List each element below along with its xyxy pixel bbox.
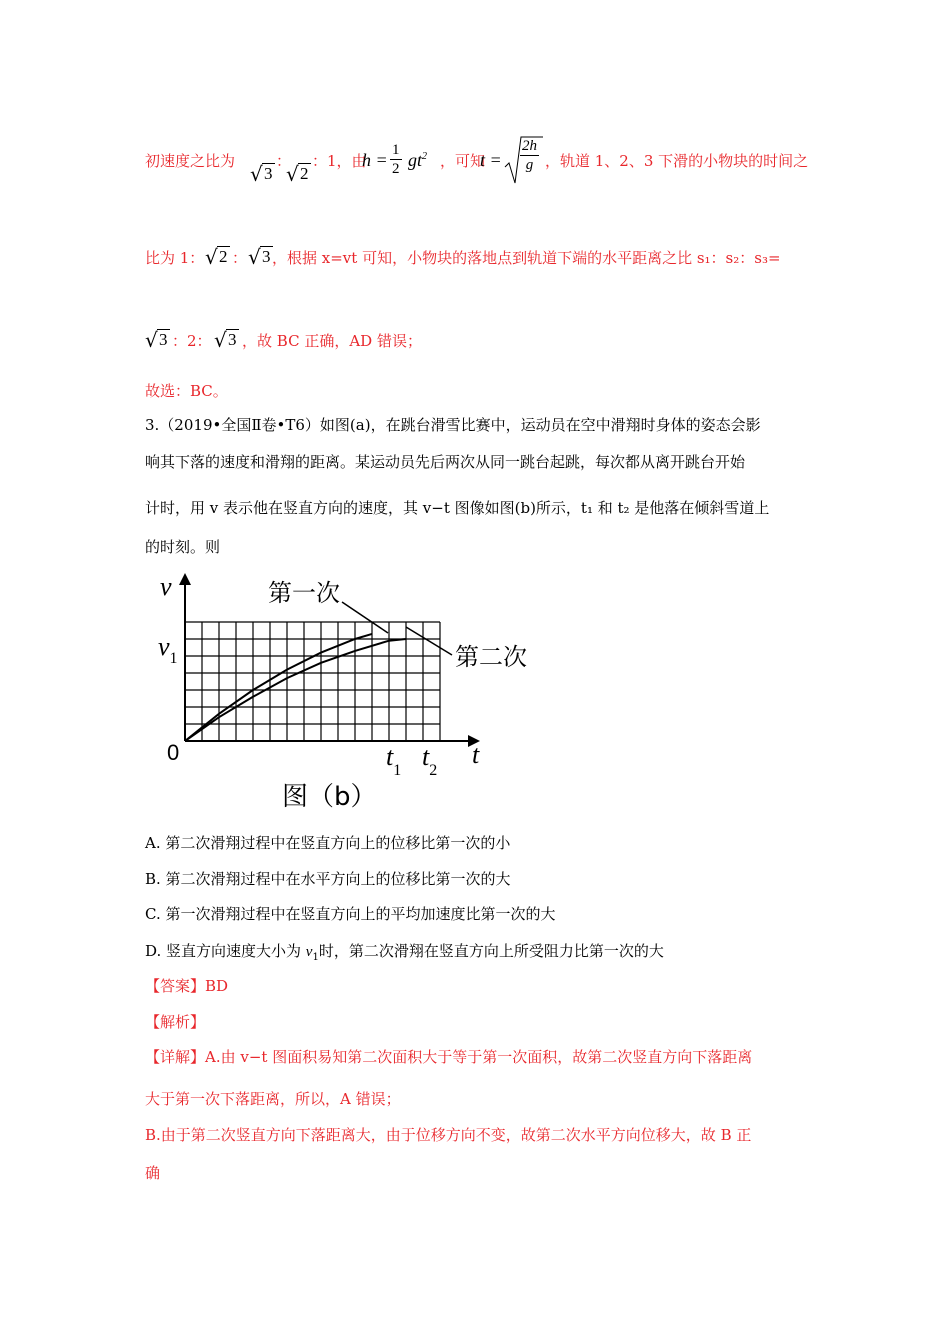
analysis-heading: 【解析】	[145, 1013, 206, 1031]
sqrt2-term	[286, 164, 311, 184]
v1-label: $v_1$	[158, 632, 178, 667]
line3-suffix: ，故 BC 正确，AD 错误；	[242, 332, 422, 350]
line1-colon1: ：	[276, 152, 292, 170]
option-d: D. 竖直方向速度大小为 $v_1$时，第二次滑翔在竖直方向上所受阻力比第一次的大	[145, 942, 664, 963]
line2-prefix: 比为 1：	[145, 249, 205, 267]
option-a: A. 第二次滑翔过程中在竖直方向上的位移比第一次的小	[145, 834, 511, 852]
x-axis-label: t	[472, 740, 480, 769]
t2-label: $t_2$	[422, 742, 438, 779]
line1-prefix: 初速度之比为	[145, 152, 236, 170]
h-equals: h =	[362, 150, 388, 170]
sqrt3-term	[250, 164, 275, 184]
y-axis-label: v	[160, 572, 172, 601]
detail-line-2: 大于第一次下落距离，所以，A 错误；	[145, 1090, 401, 1108]
line2-suffix: ，根据 x=vt 可知，小物块的落地点到轨道下端的水平距离之比 s₁：s₂：s₃=	[272, 249, 781, 267]
final-choice: 故选：BC。	[145, 382, 228, 400]
detail-line-3: B.由于第二次竖直方向下落距离大，由于位移方向不变，故第二次水平方向位移大，故 B 正	[145, 1126, 752, 1144]
question-line-2: 响其下落的速度和滑翔的距离。某运动员先后两次从同一跳台起跳，每次都从离开跳台开始	[145, 453, 746, 471]
label-first: 第一次	[268, 579, 340, 607]
curve-first	[185, 634, 372, 741]
question-line-3: 计时，用 v 表示他在竖直方向的速度，其 v−t 图像如图(b)所示，t₁ 和 t₂ 是他落在倾斜雪道上	[145, 499, 770, 517]
option-b: B. 第二次滑翔过程中在水平方向上的位移比第一次的大	[145, 870, 511, 888]
t1-label: $t_1$	[386, 742, 402, 779]
radical-sqrt2: √ 2	[286, 162, 309, 186]
line2-sqrt3: √ 3	[248, 245, 271, 269]
pointer-first	[342, 602, 388, 633]
radical-sqrt3: √ 3	[250, 162, 273, 186]
y-axis-arrow-icon	[179, 573, 191, 585]
gt-squared: $gt^2$	[408, 150, 428, 170]
t-equals: t =	[480, 150, 502, 170]
line2-colon: ：	[232, 249, 248, 267]
fraction-half: $\frac{1}{2}$	[392, 142, 400, 177]
question-line-1: 3.（2019•全国Ⅱ卷•T6）如图(a)，在跳台滑雪比赛中，运动员在空中滑翔时身体的姿态会影	[145, 416, 761, 434]
line2-sqrt2: √ 2	[205, 245, 228, 269]
origin-label: 0	[167, 740, 180, 765]
detail-line-1: 【详解】A.由 v−t 图面积易知第二次面积大于等于第一次面积，故第二次竖直方向下落距离	[145, 1048, 753, 1066]
line1-mid: ，可知	[440, 152, 486, 170]
line1-colon2: ：1，由	[312, 152, 367, 170]
solution-line-1	[145, 150, 235, 194]
label-second: 第二次	[455, 643, 527, 671]
line3-sqrt3b: √ 3	[214, 328, 237, 352]
option-c: C. 第一次滑翔过程中在竖直方向上的平均加速度比第一次的大	[145, 905, 556, 923]
answer: 【答案】BD	[145, 977, 229, 995]
line3-sqrt3a: √ 3	[145, 328, 168, 352]
pointer-second	[406, 627, 452, 655]
line1-suffix: ，轨道 1、2、3 下滑的小物块的时间之	[545, 152, 809, 170]
question-line-4: 的时刻。则	[145, 538, 221, 556]
line3-mid: ：2：	[172, 332, 212, 350]
figure-caption: 图（b）	[282, 782, 377, 812]
vt-graph	[150, 565, 570, 815]
detail-line-4: 确	[145, 1164, 161, 1182]
